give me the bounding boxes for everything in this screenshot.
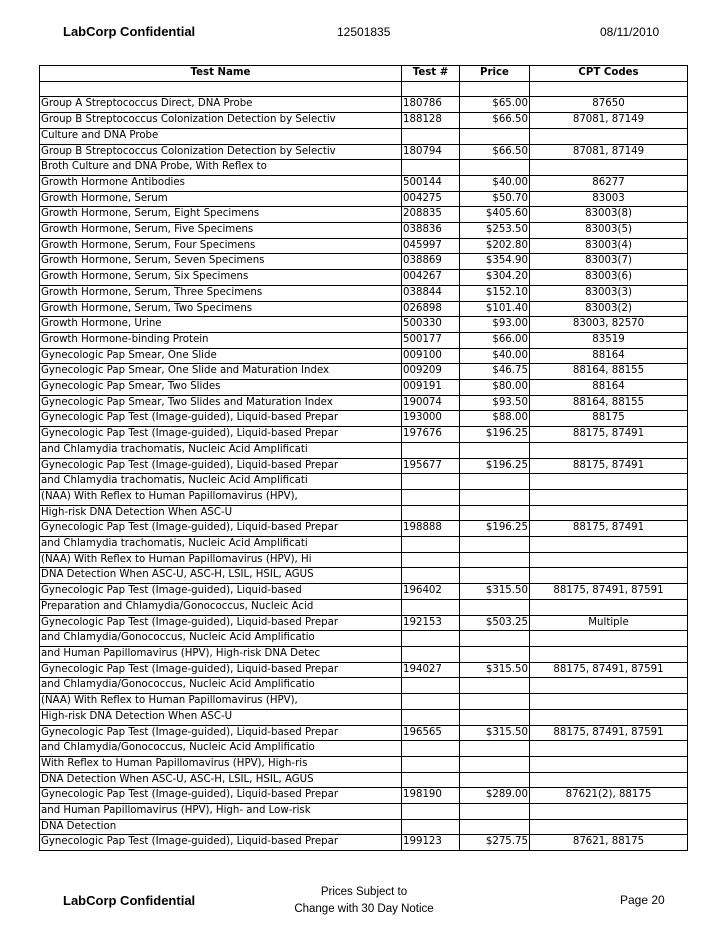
cell-test-number [402,505,460,521]
cell-price [460,694,530,710]
cell-test-number: 500330 [402,317,460,333]
cell-test-name: Gynecologic Pap Smear, Two Slides and Maturation Index [40,395,402,411]
cell-price: $289.00 [460,788,530,804]
cell-test-number: 195677 [402,458,460,474]
cell-test-number: 198190 [402,788,460,804]
cell-cpt-codes [530,537,688,553]
cell-test-name: Gynecologic Pap Test (Image-guided), Liquid-based Prepar [40,788,402,804]
cell-test-name: Gynecologic Pap Test (Image-guided), Liquid-based [40,584,402,600]
cell-price [460,647,530,663]
cell-cpt-codes: 83003(5) [530,223,688,239]
cell-test-number [402,128,460,144]
cell-test-name: Gynecologic Pap Test (Image-guided), Liquid-based Prepar [40,521,402,537]
cell-cpt-codes: 88175, 87491 [530,427,688,443]
cell-test-name: and Chlamydia/Gonococcus, Nucleic Acid Amplificatio [40,741,402,757]
table-row [40,662,688,678]
cell-cpt-codes: 83003(2) [530,301,688,317]
cell-cpt-codes: 83003(4) [530,238,688,254]
cell-cpt-codes: 88164 [530,348,688,364]
cell-test-name: and Chlamydia/Gonococcus, Nucleic Acid Amplificatio [40,678,402,694]
cell-price: $66.00 [460,332,530,348]
cell-price: $93.00 [460,317,530,333]
table-row [40,160,688,176]
cell-test-name: and Human Papillomavirus (HPV), High- and Low-risk [40,804,402,820]
cell-test-name: DNA Detection When ASC-U, ASC-H, LSIL, HSIL, AGUS [40,568,402,584]
cell-test-number: 194027 [402,662,460,678]
table-row [40,81,688,97]
cell-test-number [402,442,460,458]
table-row [40,568,688,584]
table-row [40,270,688,286]
cell-cpt-codes: 86277 [530,175,688,191]
table-row [40,364,688,380]
cell-test-number [402,741,460,757]
table-row [40,332,688,348]
cell-price [460,81,530,97]
table-row [40,584,688,600]
cell-price [460,474,530,490]
cell-test-name: (NAA) With Reflex to Human Papillomavirus (HPV), [40,694,402,710]
table-row [40,144,688,160]
table-row [40,348,688,364]
table-row [40,128,688,144]
cell-test-number [402,631,460,647]
cell-test-number [402,647,460,663]
table-row [40,380,688,396]
cell-cpt-codes: Multiple [530,615,688,631]
cell-cpt-codes [530,489,688,505]
cell-price: $66.50 [460,144,530,160]
table-row [40,175,688,191]
cell-test-number: 193000 [402,411,460,427]
cell-price: $65.00 [460,97,530,113]
cell-test-name: Gynecologic Pap Test (Image-guided), Liquid-based Prepar [40,427,402,443]
cell-test-name: Growth Hormone-binding Protein [40,332,402,348]
cell-cpt-codes [530,631,688,647]
cell-test-number: 500177 [402,332,460,348]
cell-price: $304.20 [460,270,530,286]
cell-test-name: Growth Hormone, Serum, Five Specimens [40,223,402,239]
cell-test-name: Preparation and Chlamydia/Gonococcus, Nucleic Acid [40,599,402,615]
cell-cpt-codes [530,81,688,97]
table-row [40,442,688,458]
table-row [40,694,688,710]
cell-price [460,442,530,458]
cell-cpt-codes: 83003 [530,191,688,207]
cell-price: $503.25 [460,615,530,631]
cell-test-name: Growth Hormone, Serum, Seven Specimens [40,254,402,270]
cell-test-name: Growth Hormone, Serum, Four Specimens [40,238,402,254]
cell-cpt-codes [530,756,688,772]
cell-test-number [402,599,460,615]
table-row [40,97,688,113]
cell-price [460,599,530,615]
cell-test-number [402,694,460,710]
cell-test-name: Gynecologic Pap Test (Image-guided), Liquid-based Prepar [40,662,402,678]
cell-test-name: Growth Hormone, Serum, Eight Specimens [40,207,402,223]
footer-page-number: Page 20 [620,893,665,907]
table-row [40,207,688,223]
cell-test-number: 188128 [402,113,460,129]
cell-test-name: Gynecologic Pap Smear, One Slide and Maturation Index [40,364,402,380]
header-account-number: 12501835 [337,25,391,39]
cell-price: $354.90 [460,254,530,270]
table-row [40,537,688,553]
cell-test-name: High-risk DNA Detection When ASC-U [40,709,402,725]
cell-price: $253.50 [460,223,530,239]
cell-test-number: 026898 [402,301,460,317]
cell-price: $88.00 [460,411,530,427]
table-body [40,81,688,850]
table-row [40,552,688,568]
table-row [40,631,688,647]
cell-cpt-codes [530,694,688,710]
cell-cpt-codes: 88175, 87491, 87591 [530,725,688,741]
cell-test-name: Group B Streptococcus Colonization Detection by Selectiv [40,113,402,129]
cell-cpt-codes: 88175, 87491, 87591 [530,584,688,600]
cell-cpt-codes: 88164, 88155 [530,395,688,411]
header-company: LabCorp Confidential [63,24,196,39]
cell-cpt-codes [530,160,688,176]
cell-cpt-codes [530,599,688,615]
cell-test-number: 038844 [402,285,460,301]
cell-test-number: 180794 [402,144,460,160]
cell-test-name: Gynecologic Pap Smear, One Slide [40,348,402,364]
cell-cpt-codes [530,568,688,584]
footer-notice-line-1: Prices Subject to [320,886,408,898]
column-header-test-name: Test Name [40,66,402,82]
cell-test-number: 180786 [402,97,460,113]
cell-test-name: Growth Hormone, Serum, Three Specimens [40,285,402,301]
cell-price: $40.00 [460,348,530,364]
cell-test-name: Growth Hormone Antibodies [40,175,402,191]
cell-cpt-codes [530,128,688,144]
cell-price [460,489,530,505]
cell-price: $80.00 [460,380,530,396]
cell-cpt-codes: 88164, 88155 [530,364,688,380]
column-header-price: Price [460,66,530,82]
cell-test-name: Culture and DNA Probe [40,128,402,144]
table-row [40,254,688,270]
cell-cpt-codes: 83003(6) [530,270,688,286]
cell-price: $66.50 [460,113,530,129]
cell-cpt-codes: 88175 [530,411,688,427]
cell-test-number [402,804,460,820]
cell-cpt-codes: 87621(2), 88175 [530,788,688,804]
cell-test-name: and Chlamydia trachomatis, Nucleic Acid Amplificati [40,442,402,458]
cell-price [460,709,530,725]
cell-test-name: Growth Hormone, Serum [40,191,402,207]
cell-price: $315.50 [460,725,530,741]
cell-test-number: 190074 [402,395,460,411]
table-row [40,819,688,835]
cell-cpt-codes [530,804,688,820]
cell-test-number [402,819,460,835]
cell-price [460,741,530,757]
cell-test-number: 045997 [402,238,460,254]
cell-cpt-codes [530,442,688,458]
cell-test-name: and Human Papillomavirus (HPV), High-risk DNA Detec [40,647,402,663]
cell-cpt-codes [530,474,688,490]
cell-test-number: 500144 [402,175,460,191]
cell-test-number: 192153 [402,615,460,631]
table-row [40,317,688,333]
cell-price [460,804,530,820]
cell-test-name: Growth Hormone, Serum, Six Specimens [40,270,402,286]
cell-cpt-codes: 83003(7) [530,254,688,270]
cell-test-number [402,81,460,97]
table-row [40,725,688,741]
table-row [40,411,688,427]
table-row [40,489,688,505]
cell-test-name: Growth Hormone, Serum, Two Specimens [40,301,402,317]
table-row [40,772,688,788]
cell-cpt-codes [530,505,688,521]
cell-cpt-codes [530,678,688,694]
table-row [40,395,688,411]
cell-test-number: 196565 [402,725,460,741]
cell-price: $196.25 [460,427,530,443]
cell-test-name: Gynecologic Pap Test (Image-guided), Liquid-based Prepar [40,835,402,851]
table-row [40,505,688,521]
cell-price [460,568,530,584]
cell-cpt-codes: 83003(8) [530,207,688,223]
cell-test-number [402,489,460,505]
cell-test-name: DNA Detection When ASC-U, ASC-H, LSIL, HSIL, AGUS [40,772,402,788]
table-header-row [40,66,688,82]
cell-test-number [402,160,460,176]
cell-test-name: (NAA) With Reflex to Human Papillomavirus (HPV), [40,489,402,505]
table-row [40,191,688,207]
cell-test-name: and Chlamydia trachomatis, Nucleic Acid Amplificati [40,474,402,490]
cell-cpt-codes: 87081, 87149 [530,144,688,160]
table-row [40,756,688,772]
cell-test-name: Growth Hormone, Urine [40,317,402,333]
cell-cpt-codes: 87081, 87149 [530,113,688,129]
cell-price: $50.70 [460,191,530,207]
table-row [40,709,688,725]
page-header [0,24,728,44]
cell-test-name: Gynecologic Pap Test (Image-guided), Liquid-based Prepar [40,615,402,631]
cell-price: $202.80 [460,238,530,254]
cell-test-number [402,537,460,553]
cell-test-name: Gynecologic Pap Test (Image-guided), Liquid-based Prepar [40,458,402,474]
table-row [40,285,688,301]
table-row [40,599,688,615]
cell-cpt-codes [530,741,688,757]
table-row [40,788,688,804]
column-header-test-number: Test # [402,66,460,82]
cell-cpt-codes: 87650 [530,97,688,113]
cell-test-name: Gynecologic Pap Smear, Two Slides [40,380,402,396]
cell-cpt-codes: 88175, 87491, 87591 [530,662,688,678]
cell-cpt-codes: 83003, 82570 [530,317,688,333]
cell-test-number [402,474,460,490]
table-row [40,615,688,631]
cell-test-number: 038869 [402,254,460,270]
cell-price: $275.75 [460,835,530,851]
table-row [40,678,688,694]
footer-company: LabCorp Confidential [63,893,196,908]
cell-test-name: Group A Streptococcus Direct, DNA Probe [40,97,402,113]
cell-test-number [402,709,460,725]
footer-notice [264,884,464,918]
cell-test-number: 009100 [402,348,460,364]
cell-cpt-codes: 87621, 88175 [530,835,688,851]
table-row [40,427,688,443]
cell-price: $152.10 [460,285,530,301]
cell-cpt-codes [530,709,688,725]
cell-test-number [402,568,460,584]
cell-price [460,631,530,647]
header-date: 08/11/2010 [600,25,660,39]
cell-test-number: 009209 [402,364,460,380]
cell-test-name: Gynecologic Pap Test (Image-guided), Liquid-based Prepar [40,725,402,741]
cell-price: $196.25 [460,521,530,537]
table-row [40,458,688,474]
cell-price [460,128,530,144]
table-row [40,301,688,317]
cell-test-number: 004267 [402,270,460,286]
cell-cpt-codes [530,772,688,788]
cell-price: $93.50 [460,395,530,411]
cell-test-number: 004275 [402,191,460,207]
cell-test-number: 199123 [402,835,460,851]
table-row [40,474,688,490]
cell-cpt-codes: 88164 [530,380,688,396]
table-row [40,521,688,537]
table-row [40,804,688,820]
cell-cpt-codes: 88175, 87491 [530,521,688,537]
cell-price [460,772,530,788]
cell-test-name: With Reflex to Human Papillomavirus (HPV), High-ris [40,756,402,772]
cell-test-number: 197676 [402,427,460,443]
table-row [40,113,688,129]
cell-price: $315.50 [460,662,530,678]
cell-test-name: DNA Detection [40,819,402,835]
cell-price: $101.40 [460,301,530,317]
cell-test-number: 208835 [402,207,460,223]
cell-test-name: Broth Culture and DNA Probe, With Reflex to [40,160,402,176]
cell-price [460,678,530,694]
table-row [40,741,688,757]
cell-test-number: 198888 [402,521,460,537]
cell-test-number [402,678,460,694]
cell-test-number [402,756,460,772]
cell-price [460,537,530,553]
page-footer [0,882,728,922]
cell-test-number [402,552,460,568]
cell-price [460,756,530,772]
cell-price: $40.00 [460,175,530,191]
cell-test-name: Gynecologic Pap Test (Image-guided), Liquid-based Prepar [40,411,402,427]
table-row [40,238,688,254]
cell-price [460,505,530,521]
cell-test-name: (NAA) With Reflex to Human Papillomavirus (HPV), Hi [40,552,402,568]
cell-cpt-codes [530,647,688,663]
cell-price: $405.60 [460,207,530,223]
cell-test-number [402,772,460,788]
cell-price [460,160,530,176]
cell-test-name: and Chlamydia/Gonococcus, Nucleic Acid Amplificatio [40,631,402,647]
cell-cpt-codes: 83519 [530,332,688,348]
cell-price: $46.75 [460,364,530,380]
cell-test-number: 009191 [402,380,460,396]
cell-price: $315.50 [460,584,530,600]
cell-cpt-codes [530,552,688,568]
cell-price [460,819,530,835]
cell-test-name [40,81,402,97]
price-table [39,65,688,851]
cell-price: $196.25 [460,458,530,474]
column-header-cpt-codes: CPT Codes [530,66,688,82]
cell-cpt-codes: 83003(3) [530,285,688,301]
cell-test-number: 038836 [402,223,460,239]
cell-price [460,552,530,568]
cell-test-name: and Chlamydia trachomatis, Nucleic Acid Amplificati [40,537,402,553]
cell-test-name: High-risk DNA Detection When ASC-U [40,505,402,521]
cell-test-number: 196402 [402,584,460,600]
footer-notice-line-2: Change with 30 Day Notice [294,903,434,915]
cell-test-name: Group B Streptococcus Colonization Detection by Selectiv [40,144,402,160]
table-row [40,223,688,239]
table-row [40,835,688,851]
cell-cpt-codes [530,819,688,835]
table-row [40,647,688,663]
cell-cpt-codes: 88175, 87491 [530,458,688,474]
